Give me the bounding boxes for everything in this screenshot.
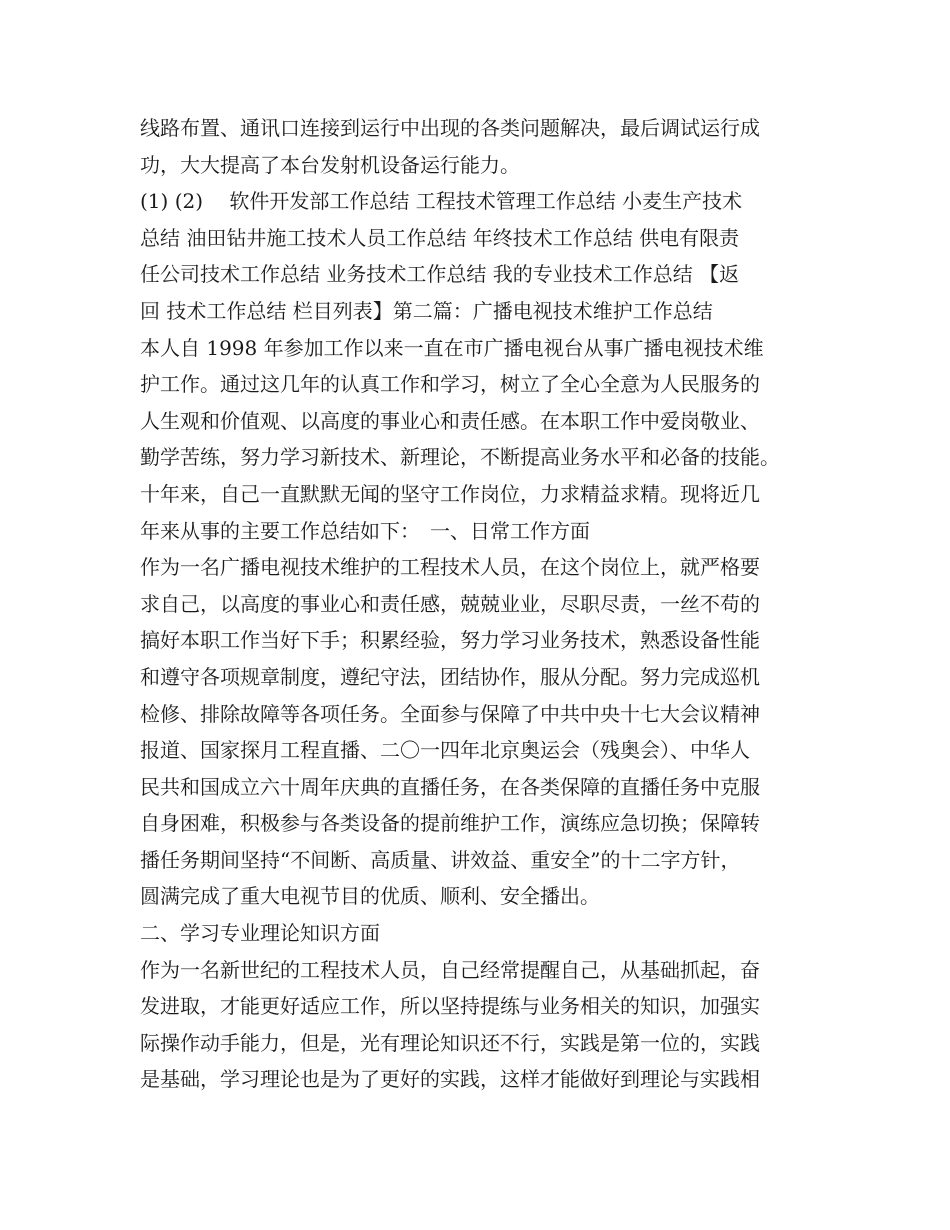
text-line: 线路布置、通讯口连接到运行中出现的各类问题解决，最后调试运行成: [140, 116, 760, 140]
text-line: 圆满完成了重大电视节目的优质、顺利、安全播出。: [140, 884, 600, 909]
text-line: 回 技术工作总结 栏目列表】第二篇：广播电视技术维护工作总结: [140, 298, 713, 323]
text-line: 民共和国成立六十周年庆典的直播任务，在各类保障的直播任务中克服: [140, 774, 760, 799]
text-line: 十年来，自己一直默默无闻的坚守工作岗位，力求精益求精。现将近几: [140, 481, 760, 506]
text-line: 播任务期间坚持“不间断、高质量、讲效益、重安全”的十二字方针，: [140, 847, 741, 872]
text-line: 勤学苦练，努力学习新技术、新理论，不断提高业务水平和必备的技能。: [140, 445, 780, 470]
text-line: 发进取，才能更好适应工作，所以坚持提练与业务相关的知识，加强实: [140, 994, 760, 1019]
text-line: 作为一名广播电视技术维护的工程技术人员，在这个岗位上，就严格要: [140, 555, 760, 580]
text-line: 自身困难，积极参与各类设备的提前维护工作，演练应急切换；保障转: [140, 811, 760, 836]
text-line: 任公司技术工作总结 业务技术工作总结 我的专业技术工作总结 【返: [140, 262, 740, 287]
text-line: 求自己，以高度的事业心和责任感，兢兢业业，尽职尽责，一丝不苟的: [140, 591, 760, 616]
text-line: 检修、排除故障等各项任务。全面参与保障了中共中央十七大会议精神: [140, 701, 760, 726]
text-line: 际操作动手能力，但是，光有理论知识还不行，实践是第一位的，实践: [140, 1030, 760, 1055]
text-line: 人生观和价值观、以高度的事业心和责任感。在本职工作中爱岗敬业、: [140, 408, 760, 433]
text-line: 报道、国家探月工程直播、二〇一四年北京奥运会（残奥会）、中华人: [140, 738, 750, 763]
text-line: 年来从事的主要工作总结如下： 一、日常工作方面: [140, 518, 590, 543]
text-line: 总结 油田钻井施工技术人员工作总结 年终技术工作总结 供电有限责: [140, 225, 740, 250]
text-line: 是基础，学习理论也是为了更好的实践，这样才能做好到理论与实践相: [140, 1067, 760, 1092]
text-line: 二、学习专业理论知识方面: [140, 921, 380, 946]
text-line: 功，大大提高了本台发射机设备运行能力。: [140, 152, 520, 177]
text-line: 作为一名新世纪的工程技术人员，自己经常提醒自己，从基础抓起，奋: [140, 957, 760, 982]
text-line: 本人自 1998 年参加工作以来一直在市广播电视台从事广播电视技术维: [140, 335, 764, 360]
text-line: 护工作。通过这几年的认真工作和学习，树立了全心全意为人民服务的: [140, 372, 760, 397]
text-line: (1) (2) 软件开发部工作总结 工程技术管理工作总结 小麦生产技术: [140, 189, 743, 214]
document-body: [140, 110, 840, 1098]
text-line: 搞好本职工作当好下手；积累经验，努力学习业务技术，熟悉设备性能: [140, 628, 760, 653]
text-line: 和遵守各项规章制度，遵纪守法，团结协作，服从分配。努力完成巡机: [140, 664, 760, 689]
